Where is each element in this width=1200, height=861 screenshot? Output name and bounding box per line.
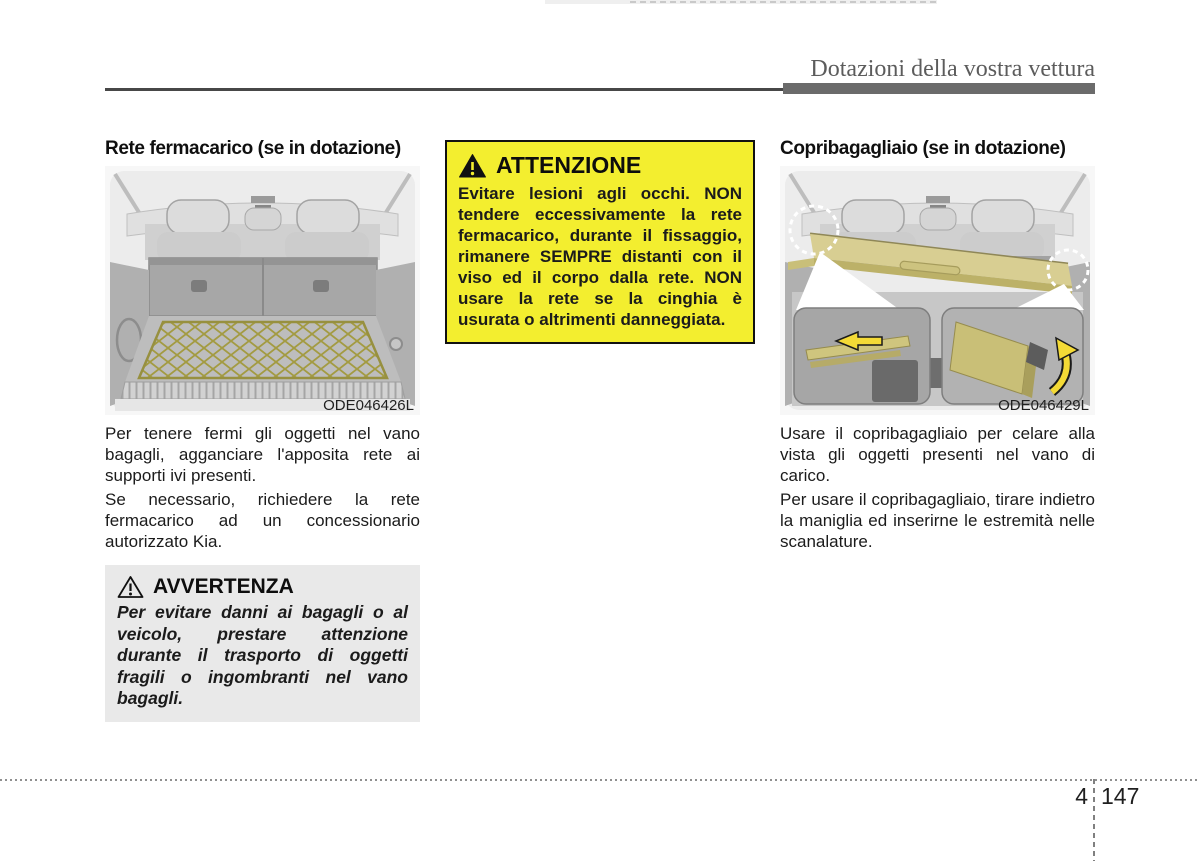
trunk-net-illustration xyxy=(105,166,420,415)
warning-box-title-row xyxy=(117,575,408,599)
header-rule-thick xyxy=(783,83,1095,94)
inset-detail-left xyxy=(794,308,930,404)
chapter-number: 4 xyxy=(1075,783,1088,809)
warning-text: Per evitare danni ai bagagli o al veicolo, prestare attenzione durante il trasporto di oggetti fragili o ingombranti nel vano bagagli. xyxy=(117,602,408,708)
net-paragraph-1: Per tenere fermi gli oggetti nel vano bagagli, agganciare l'apposita rete ai supporti ivi presenti. xyxy=(105,424,420,485)
column-caution xyxy=(445,140,755,344)
image-caption-cover: ODE046429L xyxy=(998,397,1089,414)
caution-text: Evitare lesioni agli occhi. NON tendere eccessivamente la rete fermacarico, durante il fissaggio, rimanere SEMPRE distanti con il viso ed il corpo dalla rete. NON usare la rete se la cinghia è usurata o altrimenti danneggiata. xyxy=(458,184,742,329)
footer-dashed-line xyxy=(0,779,1200,781)
page-title: Dotazioni della vostra vettura xyxy=(810,56,1095,82)
warning-triangle-filled-icon xyxy=(458,153,487,179)
footer-vertical-dashes xyxy=(1093,779,1095,861)
caution-box-title-row xyxy=(458,152,742,179)
cargo-net xyxy=(139,322,387,378)
cover-paragraph-1: Usare il copribagagliaio per celare alla vista gli oggetti presenti nel vano di carico. xyxy=(780,424,1095,485)
warning-triangle-outline-icon xyxy=(117,575,144,599)
section-heading-net: Rete fermacarico (se in dotazione) xyxy=(105,138,401,159)
cargo-cover-drawing xyxy=(780,166,1095,415)
net-paragraph-2: Se necessario, richiedere la rete fermacarico ad un concessionario autorizzato Kia. xyxy=(105,490,420,551)
column-luggage-net xyxy=(105,138,420,722)
column-cargo-cover xyxy=(780,138,1095,552)
cover-paragraph-2: Per usare il copribagagliaio, tirare indietro la maniglia ed inserirne le estremità nelle scanalature. xyxy=(780,490,1095,551)
inset-detail-right xyxy=(942,308,1083,404)
page-number: 147 xyxy=(1101,783,1140,809)
image-caption-net: ODE046426L xyxy=(323,397,414,414)
section-heading-cover: Copribagagliaio (se in dotazione) xyxy=(780,138,1066,159)
top-dashed-line xyxy=(545,0,937,4)
caution-box-attenzione xyxy=(445,140,755,344)
header-rule-thin xyxy=(105,88,783,91)
caution-title: ATTENZIONE xyxy=(496,152,642,178)
warning-title: AVVERTENZA xyxy=(153,575,294,598)
cargo-cover-illustration xyxy=(780,166,1095,415)
warning-box-avvertenza xyxy=(105,565,420,722)
trunk-net-drawing xyxy=(105,166,420,415)
folded-seatback xyxy=(149,258,377,316)
